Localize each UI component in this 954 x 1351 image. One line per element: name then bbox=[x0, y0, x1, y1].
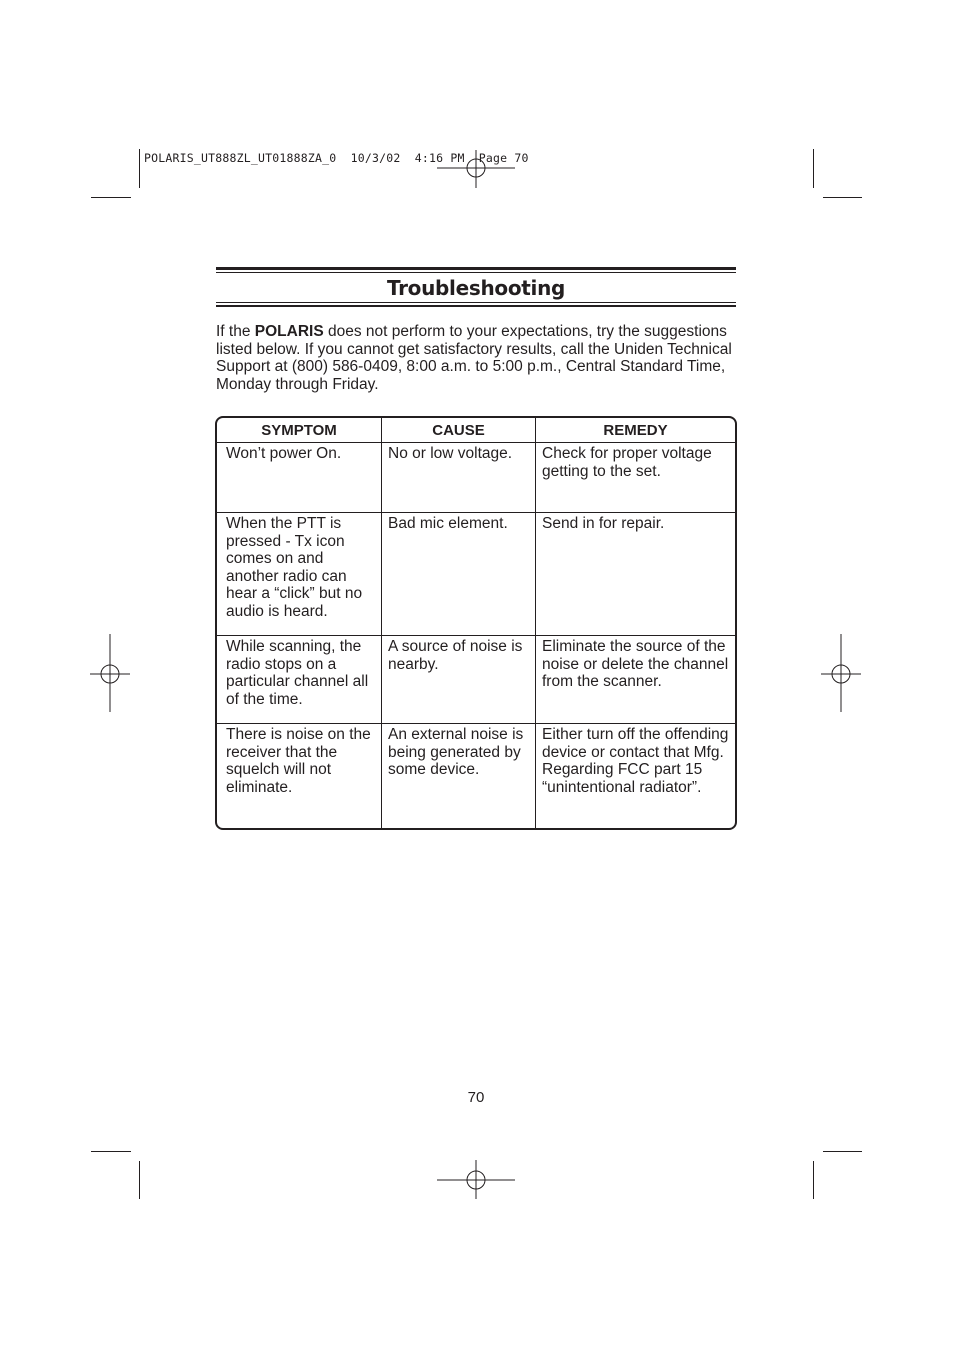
table-row bbox=[217, 443, 735, 513]
symptom-cell bbox=[217, 636, 382, 724]
title-rule-bottom-thin bbox=[216, 302, 736, 303]
crop-mark-top-right-vertical bbox=[813, 149, 814, 188]
remedy-text: Either turn off the offending device or contact that Mfg. Regarding FCC part 15 “unintentional radiator”. bbox=[542, 726, 729, 796]
title-rule-bottom bbox=[216, 305, 736, 307]
cause-cell bbox=[382, 636, 536, 724]
cause-cell bbox=[382, 513, 536, 636]
registration-mark-right-icon bbox=[821, 634, 863, 714]
crop-mark-bottom-left-horizontal bbox=[91, 1151, 131, 1152]
crop-mark-bottom-right-vertical bbox=[813, 1161, 814, 1199]
crop-mark-top-left-horizontal bbox=[91, 197, 131, 198]
table-row bbox=[217, 636, 735, 724]
remedy-cell bbox=[536, 636, 736, 724]
table-header-row bbox=[217, 418, 735, 443]
title-rule-top-thin bbox=[216, 272, 736, 273]
intro-paragraph bbox=[216, 323, 736, 393]
header-cause: CAUSE bbox=[382, 418, 536, 443]
title-rule-top bbox=[216, 267, 736, 270]
table-row bbox=[217, 513, 735, 636]
page-number: 70 bbox=[467, 1089, 485, 1106]
cause-text: No or low voltage. bbox=[388, 445, 513, 462]
header-remedy: REMEDY bbox=[536, 418, 736, 443]
symptom-text: When the PTT is pressed - Tx icon comes on and another radio can hear a “click” but no audio is heard. bbox=[226, 515, 363, 620]
troubleshooting-table bbox=[215, 416, 737, 830]
cause-cell bbox=[382, 443, 536, 513]
symptom-text: Won’t power On. bbox=[226, 445, 342, 462]
crop-mark-bottom-left-vertical bbox=[139, 1161, 140, 1199]
print-header: POLARIS_UT888ZL_UT01888ZA_0 10/3/02 4:16 PM Page 70 bbox=[144, 151, 529, 165]
cause-text: Bad mic element. bbox=[388, 515, 508, 532]
page-title: Troubleshooting bbox=[386, 276, 566, 300]
intro-brand: POLARIS bbox=[254, 323, 324, 340]
intro-prefix: If the bbox=[216, 323, 255, 340]
registration-mark-left-icon bbox=[90, 634, 132, 714]
symptom-text: There is noise on the receiver that the squelch will not eliminate. bbox=[226, 726, 371, 796]
symptom-cell bbox=[217, 443, 382, 513]
header-symptom: SYMPTOM bbox=[217, 418, 382, 443]
intro-text: does not perform to your expectations, try the suggestions listed below. If you cannot get satisfactory results, call the Uniden Technical Support at (800) 586-0409, 8:00 a.m. to 5:00 p.m., Central Standard Time, Monday through Friday. bbox=[216, 323, 732, 393]
remedy-cell bbox=[536, 513, 736, 636]
crop-mark-top-right-horizontal bbox=[823, 197, 862, 198]
symptom-cell bbox=[217, 724, 382, 829]
crop-mark-top-left-vertical bbox=[139, 149, 140, 188]
cause-text: An external noise is being generated by some device. bbox=[388, 726, 524, 779]
symptom-text: While scanning, the radio stops on a particular channel all of the time. bbox=[226, 638, 369, 708]
table-row bbox=[217, 724, 735, 829]
remedy-text: Eliminate the source of the noise or delete the channel from the scanner. bbox=[542, 638, 729, 691]
remedy-cell bbox=[536, 443, 736, 513]
cause-cell bbox=[382, 724, 536, 829]
cause-text: A source of noise is nearby. bbox=[388, 638, 523, 673]
symptom-cell bbox=[217, 513, 382, 636]
remedy-text: Send in for repair. bbox=[542, 515, 665, 532]
remedy-text: Check for proper voltage getting to the set. bbox=[542, 445, 712, 480]
remedy-cell bbox=[536, 724, 736, 829]
registration-mark-bottom-icon bbox=[437, 1160, 517, 1200]
crop-mark-bottom-right-horizontal bbox=[823, 1151, 862, 1152]
